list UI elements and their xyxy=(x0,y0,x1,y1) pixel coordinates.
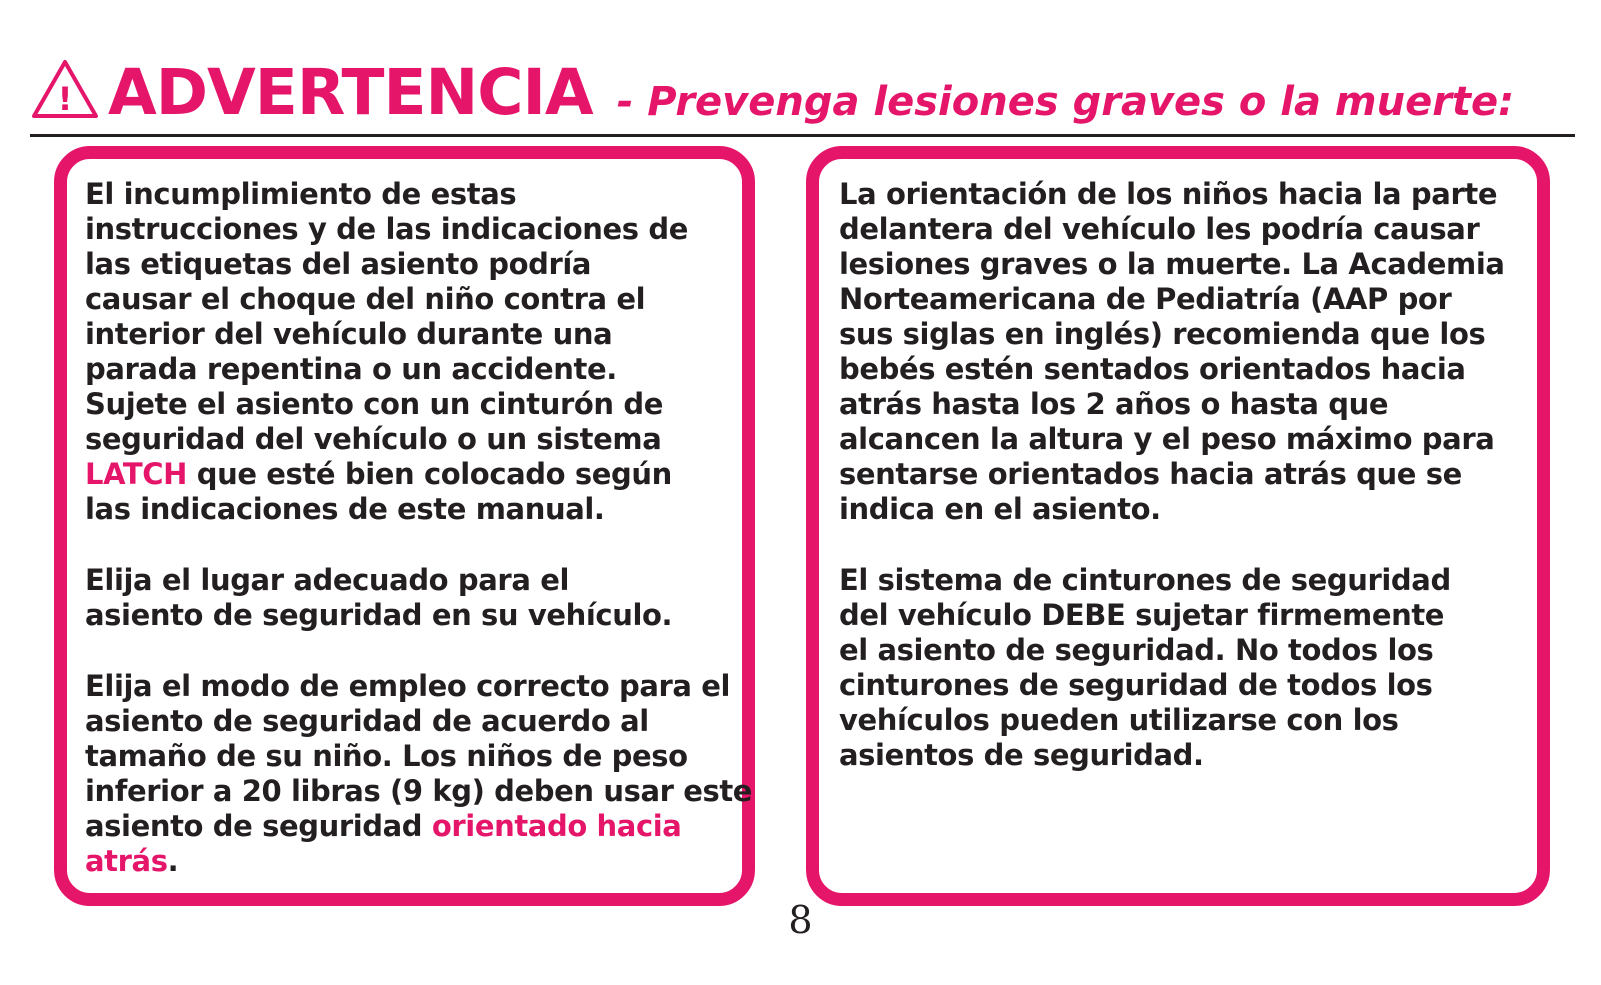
text-line: el asiento de seguridad. No todos los xyxy=(839,633,1434,667)
text-line: sus siglas en inglés) recomienda que los xyxy=(839,317,1486,351)
text-line: bebés estén sentados orientados hacia xyxy=(839,352,1466,386)
text-line: asiento de seguridad de acuerdo al xyxy=(85,704,649,738)
text-line: El sistema de cinturones de seguridad xyxy=(839,563,1451,597)
right-paragraph-2 xyxy=(839,563,1531,773)
text-line: indica en el asiento. xyxy=(839,492,1161,526)
right-panel-text xyxy=(839,177,1531,809)
text-line: causar el choque del niño contra el xyxy=(85,282,646,316)
latch-highlight: LATCH xyxy=(85,457,188,491)
text-segment: asiento de seguridad xyxy=(85,809,432,843)
text-line xyxy=(85,844,736,879)
text-line: Norteamericana de Pediatría (AAP por xyxy=(839,282,1452,316)
warning-subtitle: - Prevenga lesiones graves o la muerte: xyxy=(616,79,1515,125)
right-warning-panel xyxy=(806,146,1550,906)
text-line: Elija el modo de empleo correcto para el xyxy=(85,669,731,703)
text-line: atrás hasta los 2 años o hasta que xyxy=(839,387,1389,421)
right-paragraph-1 xyxy=(839,177,1531,527)
text-line: instrucciones y de las indicaciones de xyxy=(85,212,688,246)
text-line: inferior a 20 libras (9 kg) deben usar este xyxy=(85,774,753,808)
text-line: vehículos pueden utilizarse con los xyxy=(839,703,1399,737)
text-line: tamaño de su niño. Los niños de peso xyxy=(85,739,688,773)
text-line: Elija el lugar adecuado para el xyxy=(85,563,569,597)
text-line: seguridad del vehículo o un sistema xyxy=(85,422,662,456)
text-line: asiento de seguridad en su vehículo. xyxy=(85,598,673,632)
warning-title: ADVERTENCIA xyxy=(108,56,593,129)
left-paragraph-1 xyxy=(85,177,736,527)
left-paragraph-2 xyxy=(85,563,736,633)
page-number: 8 xyxy=(788,898,813,942)
text-line: parada repentina o un accidente. xyxy=(85,352,617,386)
text-line: alcancen la altura y el peso máximo para xyxy=(839,422,1495,456)
text-segment: que esté bien colocado según xyxy=(187,457,672,491)
text-line: las indicaciones de este manual. xyxy=(85,492,605,526)
left-paragraph-3 xyxy=(85,669,753,879)
text-line: sentarse orientados hacia atrás que se xyxy=(839,457,1462,491)
warning-header xyxy=(30,48,1575,137)
text-line: La orientación de los niños hacia la parte xyxy=(839,177,1498,211)
text-line: del vehículo DEBE sujetar firmemente xyxy=(839,598,1445,632)
left-panel-text xyxy=(85,177,753,915)
left-warning-panel xyxy=(54,146,755,906)
text-line xyxy=(85,457,736,492)
text-line: cinturones de seguridad de todos los xyxy=(839,668,1433,702)
text-line xyxy=(85,809,736,844)
text-line: El incumplimiento de estas xyxy=(85,177,517,211)
rear-facing-highlight: orientado hacia xyxy=(431,809,682,843)
svg-text:!: ! xyxy=(57,80,73,118)
warning-triangle-icon xyxy=(30,58,100,120)
text-line: lesiones graves o la muerte. La Academia xyxy=(839,247,1505,281)
text-segment: . xyxy=(167,844,179,878)
text-line: asientos de seguridad. xyxy=(839,738,1204,772)
text-line: delantera del vehículo les podría causar xyxy=(839,212,1480,246)
rear-facing-highlight-end: atrás xyxy=(85,844,168,878)
text-line: Sujete el asiento con un cinturón de xyxy=(85,387,663,421)
text-line: las etiquetas del asiento podría xyxy=(85,247,592,281)
text-line: interior del vehículo durante una xyxy=(85,317,613,351)
